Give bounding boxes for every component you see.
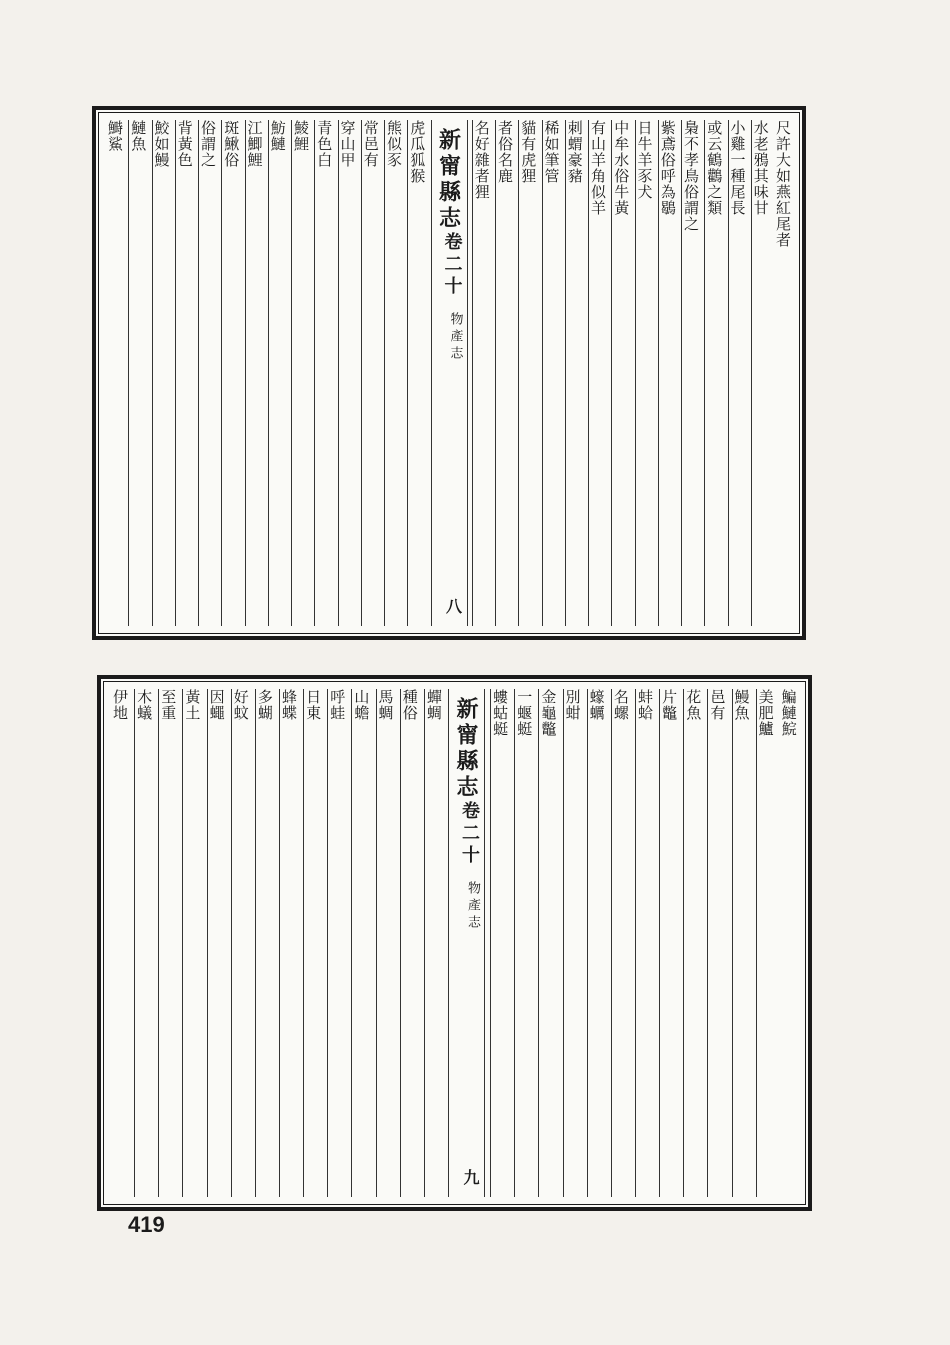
- text-column: 鰣鯊: [106, 120, 124, 152]
- running-title-band: [431, 120, 468, 626]
- text-column: 鯪鯉: [291, 120, 310, 626]
- volume-label: 卷二十: [458, 801, 480, 867]
- top-columns: [106, 120, 792, 626]
- text-column: 伊地: [111, 689, 129, 721]
- text-column: 名螺: [611, 689, 630, 1197]
- leaf-number: 九: [460, 1169, 480, 1189]
- text-column: 江鯽鯉: [245, 120, 264, 626]
- text-column: 或云鶴鸛之類: [704, 120, 723, 626]
- text-column: 美肥鱸: [756, 689, 775, 1197]
- text-column: 木蟻: [134, 689, 153, 1197]
- section-label: 物產志: [464, 881, 480, 932]
- volume-label: 卷二十: [441, 232, 463, 298]
- running-title: 新甯縣志: [452, 697, 479, 801]
- text-column: 至重: [158, 689, 177, 1197]
- text-column: 蚌蛤: [635, 689, 654, 1197]
- text-column: 梟不孝鳥俗謂之: [681, 120, 700, 626]
- text-column: 花魚: [683, 689, 702, 1197]
- text-column: 青色白: [314, 120, 333, 626]
- text-column: 尺許大如燕紅尾者: [774, 120, 792, 248]
- leaf-number: 八: [443, 598, 463, 618]
- text-column: 鰻魚: [732, 689, 751, 1197]
- text-column: 片鼈: [659, 689, 678, 1197]
- text-column: 別蚶: [563, 689, 582, 1197]
- text-column: 一蝘蜓: [514, 689, 533, 1197]
- text-column: 蟬蜩: [424, 689, 443, 1197]
- bottom-columns: [111, 689, 798, 1197]
- running-title-band: [448, 689, 485, 1197]
- text-column: 鮫如鰻: [152, 120, 171, 626]
- text-column: 日東: [303, 689, 322, 1197]
- text-column: 穿山甲: [338, 120, 357, 626]
- text-column: 常邑有: [361, 120, 380, 626]
- text-column: 虎瓜狐猴: [407, 120, 426, 626]
- text-column: 多蝴: [255, 689, 274, 1197]
- text-column: 小雞一種尾長: [728, 120, 747, 626]
- text-column: 鰱魚: [128, 120, 147, 626]
- running-title: 新甯縣志: [435, 128, 462, 232]
- text-column: 有山羊角似羊: [588, 120, 607, 626]
- text-column: 熊似豕: [384, 120, 403, 626]
- section-label: 物產志: [447, 312, 463, 363]
- text-column: 貓有虎狸: [518, 120, 537, 626]
- text-column: 名好雜者狸: [472, 120, 491, 626]
- text-column: 稀如筆管: [542, 120, 561, 626]
- text-column: 鯿鰱鯇: [779, 689, 798, 737]
- text-column: 水老鴉其味甘: [751, 120, 770, 626]
- text-column: 中牟水俗牛黃: [611, 120, 630, 626]
- text-column: 魴鰱: [268, 120, 287, 626]
- text-column: 種俗: [400, 689, 419, 1197]
- text-column: 馬蜩: [376, 689, 395, 1197]
- text-column: 斑鰍俗: [221, 120, 240, 626]
- text-column: 俗謂之: [198, 120, 217, 626]
- text-column: 紫鳶俗呼為鶡: [658, 120, 677, 626]
- text-column: 呼蛙: [327, 689, 346, 1197]
- text-column: 因蠅: [207, 689, 226, 1197]
- text-column: 日牛羊豕犬: [635, 120, 654, 626]
- bottom-text-block: [97, 675, 812, 1211]
- text-column: 刺蝟豪豬: [565, 120, 584, 626]
- text-column: 蠔蠣: [587, 689, 606, 1197]
- text-column: 背黃色: [175, 120, 194, 626]
- text-column: 黃土: [182, 689, 201, 1197]
- text-column: 者俗名鹿: [495, 120, 514, 626]
- text-column: 好蚊: [231, 689, 250, 1197]
- text-column: 邑有: [707, 689, 726, 1197]
- text-column: 金龜鼈: [538, 689, 557, 1197]
- page-number: 419: [128, 1212, 165, 1237]
- text-column: 山蟾: [351, 689, 370, 1197]
- text-column: 蜂蝶: [279, 689, 298, 1197]
- text-column: 螻蛄蜓: [490, 689, 509, 1197]
- top-text-block: [92, 106, 806, 640]
